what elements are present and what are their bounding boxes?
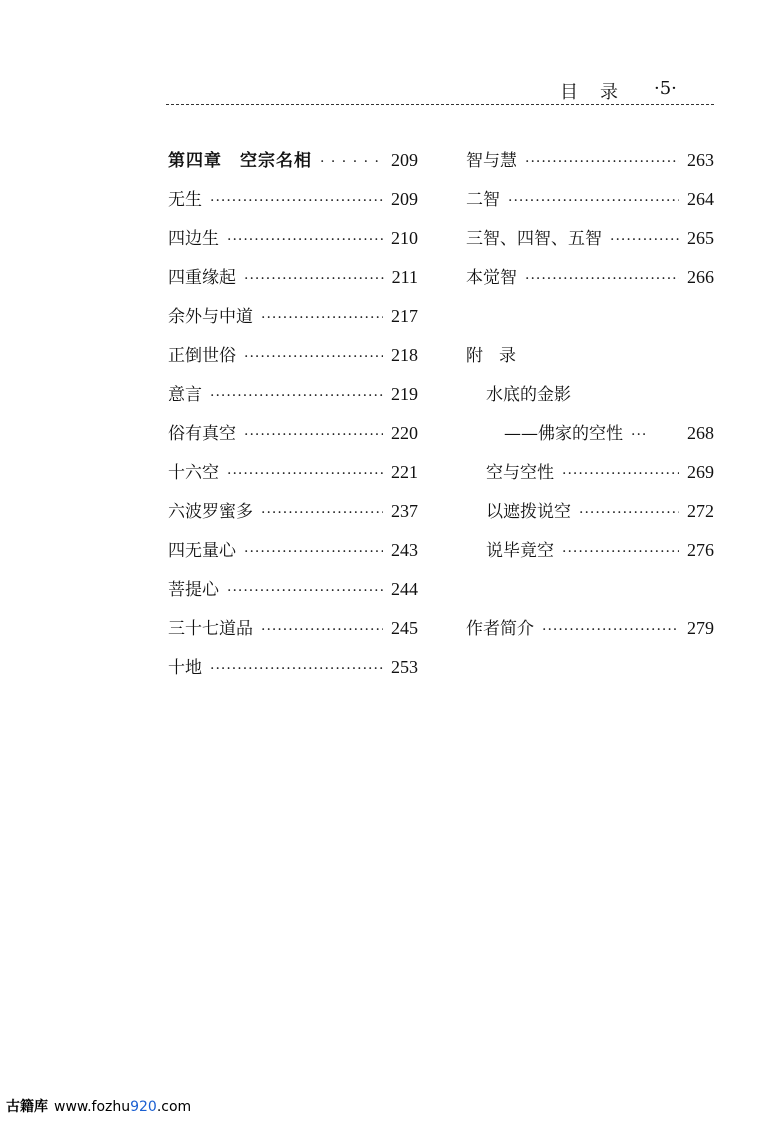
toc-left-column [168,146,418,692]
toc-entry-page: 272 [687,501,714,521]
header-rule [166,104,714,105]
leader-dots [210,388,383,404]
toc-entry-page: 244 [391,579,418,599]
leader-dots [210,193,383,209]
footer-url-part3: .com [156,1099,192,1115]
toc-entry-page: 276 [687,540,714,560]
leader-dots [227,583,383,599]
leader-dots [508,193,679,209]
toc-entry-label: 十六空 [168,463,219,483]
toc-entry-label: 意言 [168,385,202,405]
toc-entry-page: 266 [687,267,714,287]
toc-entry[interactable] [168,263,418,302]
toc-entry[interactable] [168,653,418,692]
toc-entry-page: 265 [687,228,714,248]
toc-entry-label: 四重缘起 [168,268,236,288]
toc-entry[interactable] [466,536,714,575]
toc-entry-author[interactable] [466,614,714,653]
leader-dots [210,661,383,677]
toc-entry-page: 218 [391,345,418,365]
leader-dots [320,154,383,170]
watermark-footer [6,1096,191,1116]
toc-entry-label: 正倒世俗 [168,346,236,366]
toc-entry-label: 俗有真空 [168,424,236,444]
toc-entry-page: 210 [391,228,418,248]
toc-entry[interactable] [168,458,418,497]
toc-entry-label: 说毕竟空 [486,541,554,561]
toc-entry-page: 209 [391,189,418,209]
toc-entry-page: 253 [391,657,418,677]
toc-entry[interactable] [168,302,418,341]
leader-dots [610,232,679,248]
toc-entry[interactable] [168,536,418,575]
toc-entry-page: 269 [687,462,714,482]
toc-entry-page: 268 [687,423,714,443]
header-title: 目录 [560,82,640,103]
toc-entry[interactable] [168,575,418,614]
toc-entry-label: 无生 [168,190,202,210]
footer-url-part2: 920 [130,1099,157,1115]
leader-dots [562,544,679,560]
toc-entry-page: 243 [391,540,418,560]
toc-entry-label: 四边生 [168,229,219,249]
leader-dots [261,505,383,521]
toc-entry-label: 二智 [466,190,500,210]
leader-dots [244,349,383,365]
toc-entry-page: 209 [391,150,418,170]
toc-entry-page: 245 [391,618,418,638]
toc-entry-page: 220 [391,423,418,443]
toc-entry[interactable] [168,224,418,263]
toc-entry-page: 221 [391,462,418,482]
toc-entry-label: 三十七道品 [168,619,253,639]
toc-entry-page: 279 [687,618,714,638]
toc-entry-label: 余外与中道 [168,307,253,327]
toc-entry-label: 本觉智 [466,268,517,288]
toc-entry-label: ——佛家的空性 [504,424,623,444]
toc-entry-page: 217 [391,306,418,326]
leader-dots [525,154,679,170]
toc-entry[interactable] [168,341,418,380]
leader-dots [227,232,383,248]
toc-entry-label: 三智、四智、五智 [466,229,602,249]
toc-entry-label: 智与慧 [466,151,517,171]
toc-entry-appendix-title[interactable] [466,380,714,419]
appendix-label: 附录 [466,346,532,366]
section-spacer [466,575,714,614]
toc-entry-label: 水底的金影 [486,385,571,405]
leader-dots [579,505,679,521]
toc-entry[interactable] [466,224,714,263]
toc-entry-label: 以遮拨说空 [486,502,571,522]
leader-dots [244,544,383,560]
toc-entry-page: 211 [391,267,418,287]
toc-entry[interactable] [168,614,418,653]
toc-entry-chapter-heading[interactable] [168,146,418,185]
toc-entry[interactable] [466,497,714,536]
toc-entry-page: 263 [687,150,714,170]
toc-entry-page: 237 [391,501,418,521]
leader-dots [525,271,679,287]
toc-entry[interactable] [168,497,418,536]
footer-site-name: 古籍库 [6,1099,48,1115]
toc-entry-label: 空与空性 [486,463,554,483]
toc-entry-label: 十地 [168,658,202,678]
footer-url-part1: www.fozhu [54,1099,131,1115]
leader-dots [261,310,383,326]
toc-right-column [466,146,714,653]
toc-entry-label: 第四章 空宗名相 [168,151,312,171]
section-spacer [466,302,714,341]
leader-dots [244,427,383,443]
toc-entry-label: 菩提心 [168,580,219,600]
toc-entry[interactable] [466,185,714,224]
toc-entry[interactable] [168,380,418,419]
header-page-number: ·5· [654,78,677,99]
leader-dots [261,622,383,638]
toc-entry-page: 219 [391,384,418,404]
toc-entry[interactable] [466,263,714,302]
toc-entry-label: 六波罗蜜多 [168,502,253,522]
leader-dots [244,271,384,287]
toc-entry[interactable] [168,185,418,224]
toc-entry-label: 四无量心 [168,541,236,561]
toc-entry-page: 264 [687,189,714,209]
toc-entry-label: 作者简介 [466,619,534,639]
leader-dots [542,622,679,638]
leader-dots [631,427,679,443]
leader-dots [562,466,679,482]
toc-entry[interactable] [168,419,418,458]
toc-entry-appendix-subtitle[interactable] [466,419,714,458]
leader-dots [227,466,383,482]
toc-entry[interactable] [466,458,714,497]
running-header [0,78,769,104]
toc-entry[interactable] [466,146,714,185]
